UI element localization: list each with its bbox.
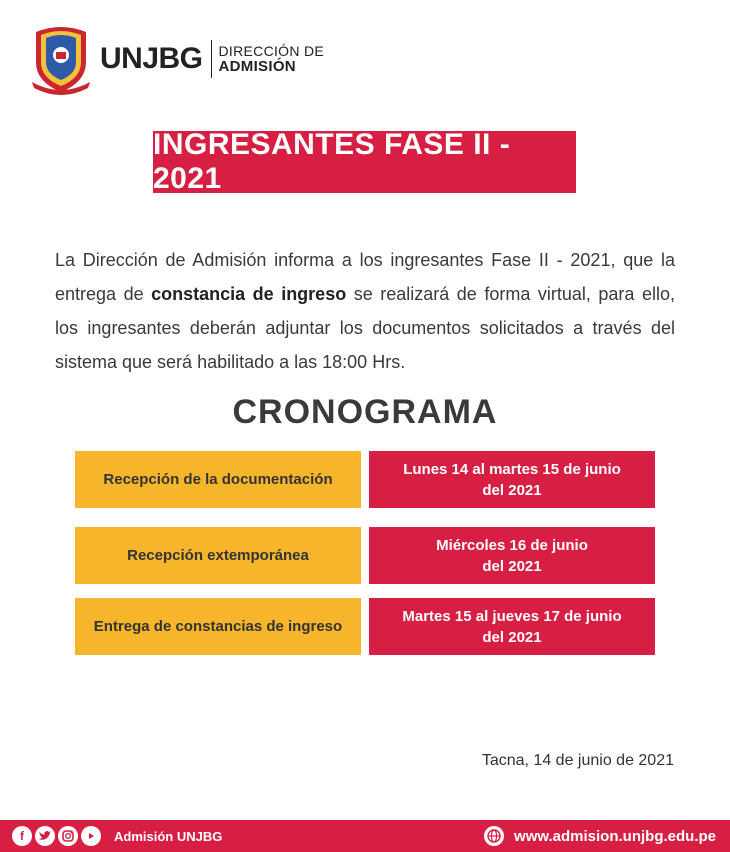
social-links	[12, 826, 222, 846]
schedule-activity: Recepción de la documentación	[75, 451, 361, 508]
twitter-icon[interactable]	[35, 826, 55, 846]
schedule-date-line2: del 2021	[482, 557, 542, 575]
schedule-row	[75, 598, 655, 655]
website-url[interactable]: www.admision.unjbg.edu.pe	[514, 827, 716, 845]
facebook-icon[interactable]: f	[12, 826, 32, 846]
social-account-name: Admisión UNJBG	[114, 828, 223, 844]
instagram-icon[interactable]	[58, 826, 78, 846]
brand-subtitle	[219, 43, 325, 75]
schedule-date	[369, 451, 655, 508]
schedule-date-line2: del 2021	[482, 628, 542, 646]
brand-name: UNJBG	[100, 42, 203, 75]
schedule-date	[369, 598, 655, 655]
schedule-date-line1: Lunes 14 al martes 15 de junio	[403, 460, 621, 478]
schedule-date-line1: Martes 15 al jueves 17 de junio	[402, 607, 622, 625]
brand-subtitle-line1: DIRECCIÓN DE	[218, 43, 325, 59]
schedule-activity: Recepción extemporánea	[75, 527, 361, 584]
place-date: Tacna, 14 de junio de 2021	[481, 752, 674, 769]
intro-text-bold: constancia de ingreso	[151, 284, 347, 304]
website-link[interactable]	[484, 826, 716, 846]
schedule-row	[75, 527, 655, 584]
intro-paragraph	[55, 243, 675, 379]
footer-bar	[0, 820, 730, 852]
brand-divider	[211, 40, 212, 78]
title-banner: INGRESANTES FASE II - 2021	[153, 131, 576, 193]
schedule-row	[75, 451, 655, 508]
schedule-date-line2: del 2021	[482, 481, 542, 499]
globe-icon	[484, 826, 504, 846]
intro-text-end: se realizará de forma virtual, para ello, los ingresantes deberán adjuntar los documentos solicitados a través del sistema que será habilitado a las 18:00 Hrs.	[55, 284, 675, 372]
youtube-icon[interactable]	[81, 826, 101, 846]
header	[30, 20, 324, 98]
intro-text-start: La Dirección de Admisión informa a los ingresantes Fase II - 2021, que la entrega de	[55, 250, 675, 304]
schedule-title: CRONOGRAMA	[232, 393, 498, 431]
university-seal-icon	[30, 22, 92, 96]
brand-subtitle-line2: ADMISIÓN	[218, 58, 296, 75]
schedule-date-line1: Miércoles 16 de junio	[436, 536, 588, 554]
schedule-activity: Entrega de constancias de ingreso	[75, 598, 361, 655]
schedule-date	[369, 527, 655, 584]
